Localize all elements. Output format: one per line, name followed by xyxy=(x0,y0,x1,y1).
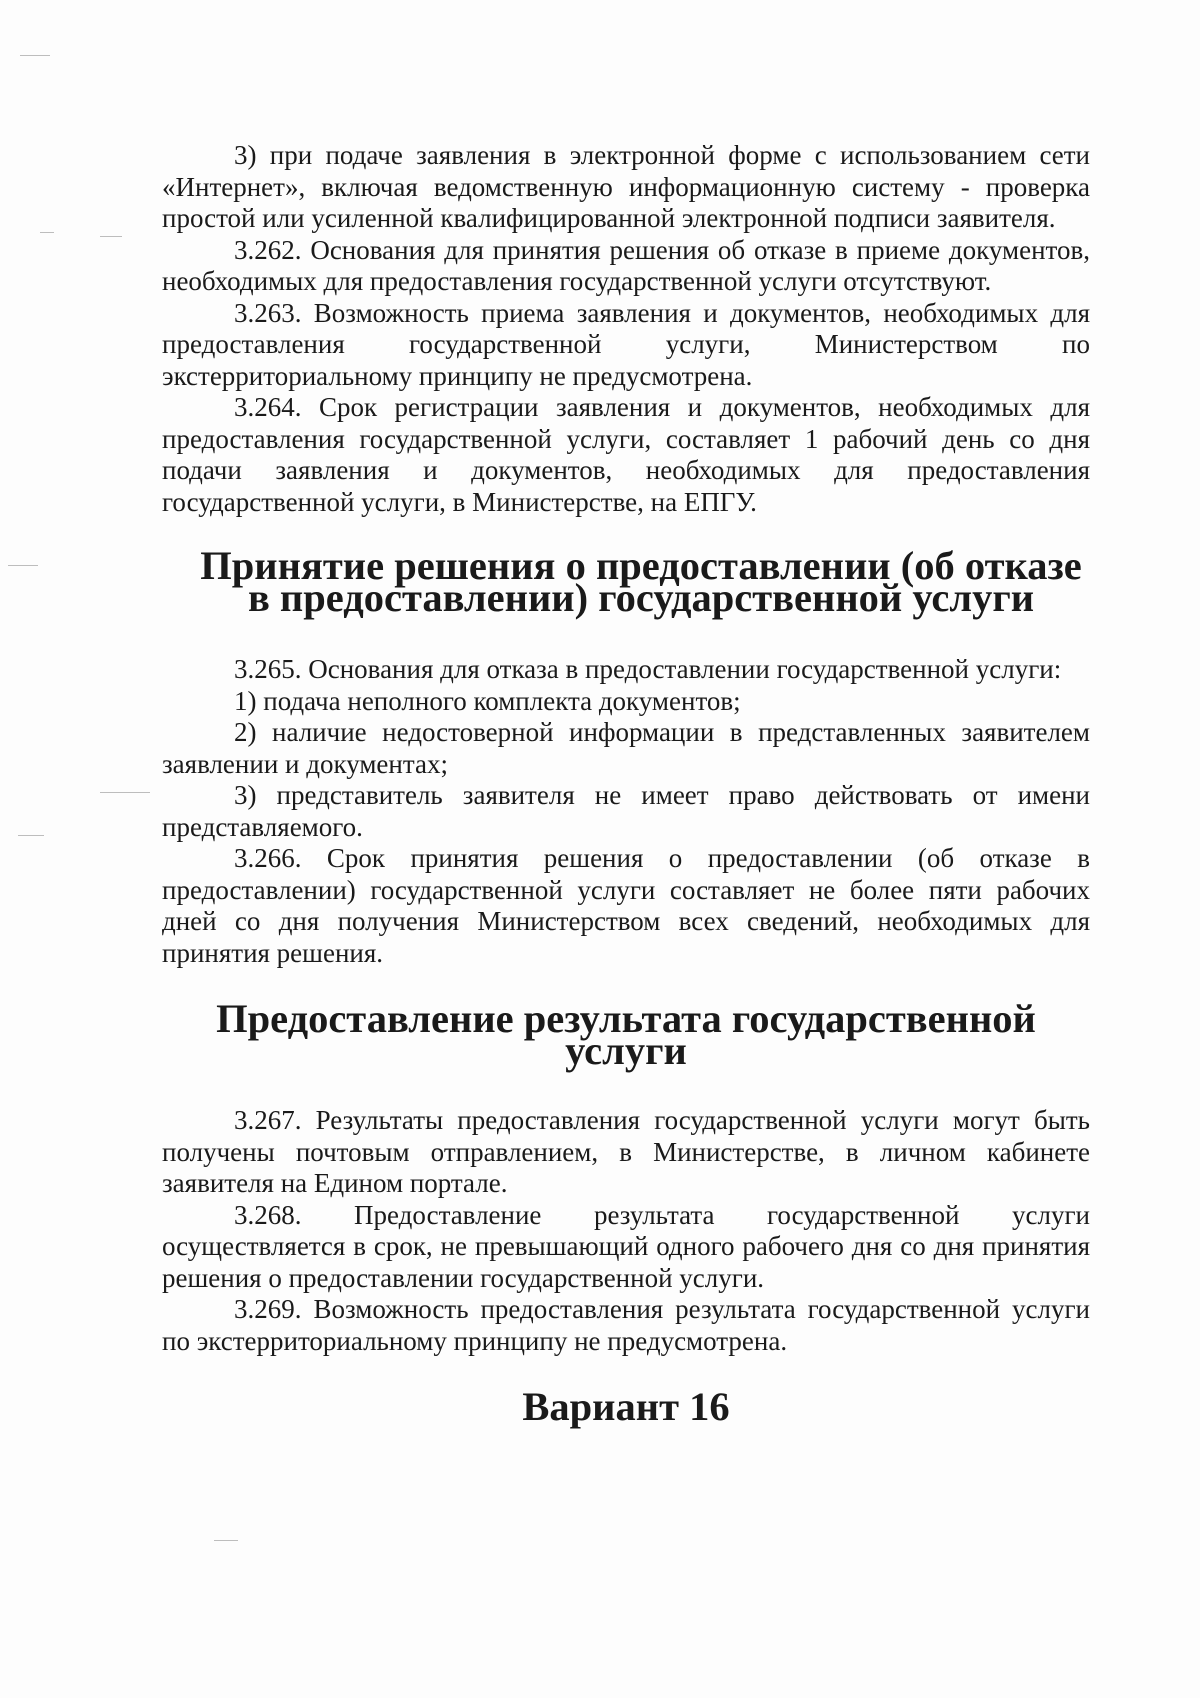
para-item-2-unreliable-info: 2) наличие недостоверной информации в представленных заявителем заявлении и документах; xyxy=(162,717,1090,779)
para-3-266: 3.266. Срок принятия решения о предоставлении (об отказе в предоставлении) государственной услуги составляет не более пяти рабочих дней со дня получения Министерством всех сведений, необходимых для принятия решения. xyxy=(162,843,1090,968)
para-3-262: 3.262. Основания для принятия решения об отказе в приеме документов, необходимых для предоставления государственной услуги отсутствуют. xyxy=(162,234,1090,296)
para-3-268: 3.268. Предоставление результата государственной услуги осуществляется в срок, не превышающий одного рабочего дня со дня принятия решения о предоставлении государственной услуги. xyxy=(162,1199,1090,1293)
para-item-1-incomplete-set: 1) подача неполного комплекта документов; xyxy=(234,685,741,716)
heading-result: Предоставление результата государственной услуги xyxy=(216,996,1036,1073)
para-item-3-digital-signature: 3) при подаче заявления в электронной форме с использованием сети «Интернет», включая ведомственную информационную систему - проверка простой или усиленной квалифицированной электронной подписи заявителя. xyxy=(162,140,1090,233)
para-3-264: 3.264. Срок регистрации заявления и документов, необходимых для предоставления государственной услуги, составляет 1 рабочий день со дня подачи заявления и документов, необходимых для предоставления государственной услуги, в Министерстве, на ЕПГУ. xyxy=(162,392,1090,517)
heading-variant: Вариант 16 xyxy=(522,1384,730,1429)
para-3-269: 3.269. Возможность предоставления результата государственной услуги по экстерриториальному принципу не предусмотрена. xyxy=(162,1294,1090,1356)
scan-speck xyxy=(18,835,44,836)
para-3-263: 3.263. Возможность приема заявления и документов, необходимых для предоставления государственной услуги, Министерством по экстерриториальному принципу не предусмотрена. xyxy=(162,297,1090,391)
scan-speck xyxy=(8,565,38,566)
scan-speck xyxy=(20,55,50,56)
scan-speck xyxy=(214,1540,238,1541)
document-body xyxy=(162,140,1090,1429)
scan-speck xyxy=(100,792,150,793)
para-3-265: 3.265. Основания для отказа в предоставлении государственной услуги: xyxy=(234,654,1062,684)
scan-speck xyxy=(40,232,54,233)
heading-decision: Принятие решения о предоставлении (об отказе в предоставлении) государственной услуги xyxy=(200,543,1082,620)
scan-speck xyxy=(100,236,122,237)
para-item-3-no-authority: 3) представитель заявителя не имеет право действовать от имени представляемого. xyxy=(162,780,1090,842)
para-3-267: 3.267. Результаты предоставления государственной услуги могут быть получены почтовым отправлением, в Министерстве, в личном кабинете заявителя на Едином портале. xyxy=(162,1105,1090,1198)
